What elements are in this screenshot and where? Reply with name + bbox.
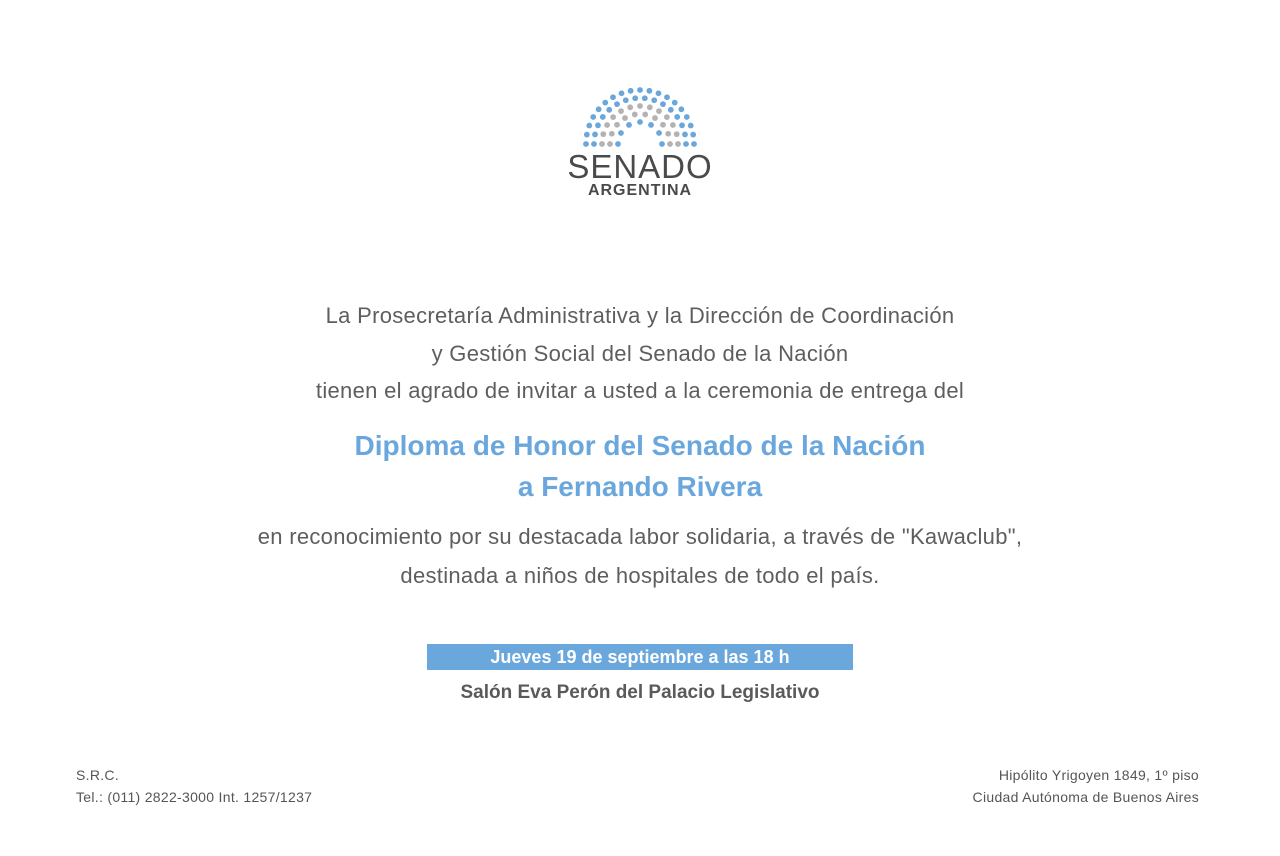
honor-title	[140, 425, 1140, 507]
hemicycle-seat-dot	[664, 114, 670, 120]
footer-contact	[76, 764, 312, 808]
hemicycle-seat-dot	[642, 112, 648, 118]
hemicycle-seat-dot	[688, 123, 694, 129]
hemicycle-seat-dot	[595, 122, 601, 128]
hemicycle-seat-dot	[682, 132, 688, 138]
hemicycle-seat-dot	[602, 100, 608, 106]
hemicycle-seat-dot	[656, 130, 662, 136]
hemicycle-seat-dot	[607, 141, 613, 147]
recognition-text	[140, 517, 1140, 595]
intro-line: y Gestión Social del Senado de la Nación	[431, 340, 849, 366]
honor-line: Diploma de Honor del Senado de la Nación	[354, 430, 926, 461]
footer-phone: Tel.: (011) 2822-3000 Int. 1257/1237	[76, 789, 313, 805]
logo-title: SENADO	[567, 148, 713, 185]
hemicycle-seat-dot	[660, 122, 666, 128]
hemicycle-seat-dot	[659, 141, 665, 147]
hemicycle-seat-dot	[651, 97, 657, 103]
hemicycle-seat-dot	[615, 141, 621, 147]
footer-address	[973, 764, 1199, 808]
hemicycle-seat-dot	[618, 108, 624, 114]
senate-hemicycle-icon	[580, 84, 700, 148]
hemicycle-seat-dot	[632, 112, 638, 118]
logo-subtitle: ARGENTINA	[587, 182, 693, 199]
hemicycle-seat-dot	[609, 131, 615, 137]
hemicycle-seat-dot	[674, 114, 680, 120]
senado-logo	[540, 78, 740, 202]
hemicycle-seat-dot	[596, 106, 602, 112]
hemicycle-seat-dot	[623, 97, 629, 103]
hemicycle-seat-dot	[664, 94, 670, 100]
hemicycle-seat-dot	[670, 122, 676, 128]
hemicycle-seat-dot	[684, 114, 690, 120]
reason-line: destinada a niños de hospitales de todo el país.	[400, 563, 880, 588]
hemicycle-seat-dot	[628, 88, 634, 94]
hemicycle-seat-dot	[632, 95, 638, 101]
hemicycle-seat-dot	[642, 95, 648, 101]
hemicycle-seat-dot	[652, 115, 658, 121]
hemicycle-seat-dot	[627, 104, 633, 110]
hemicycle-seat-dot	[637, 87, 643, 93]
hemicycle-seat-dot	[678, 106, 684, 112]
footer-rsvp: S.R.C.	[76, 767, 120, 783]
hemicycle-seat-dot	[614, 122, 620, 128]
hemicycle-seat-dot	[667, 141, 673, 147]
hemicycle-seat-dot	[600, 114, 606, 120]
hemicycle-seat-dot	[648, 122, 654, 128]
hemicycle-seat-dot	[674, 131, 680, 137]
hemicycle-seat-dot	[610, 94, 616, 100]
hemicycle-seat-dot	[583, 141, 589, 147]
hemicycle-seat-dot	[614, 101, 620, 107]
hemicycle-seat-dot	[618, 130, 624, 136]
intro-line: La Prosecretaría Administrativa y la Dirección de Coordinación	[325, 303, 955, 328]
hemicycle-seat-dot	[656, 90, 662, 96]
hemicycle-seat-dot	[622, 115, 628, 121]
hemicycle-seat-dot	[660, 101, 666, 107]
hemicycle-seat-dot	[591, 141, 597, 147]
honor-line: a Fernando Rivera	[517, 471, 763, 502]
hemicycle-seat-dot	[665, 131, 671, 137]
footer-city: Ciudad Autónoma de Buenos Aires	[972, 789, 1199, 805]
hemicycle-seat-dot	[679, 122, 685, 128]
hemicycle-seat-dot	[606, 107, 612, 113]
hemicycle-seat-dot	[691, 141, 697, 147]
hemicycle-seat-dot	[586, 123, 592, 129]
hemicycle-seat-dot	[647, 104, 653, 110]
event-venue: Salón Eva Perón del Palacio Legislativo	[460, 682, 820, 703]
hemicycle-seat-dot	[584, 132, 590, 138]
hemicycle-seat-dot	[646, 88, 652, 94]
hemicycle-seat-dot	[690, 132, 696, 138]
hemicycle-seat-dot	[626, 122, 632, 128]
event-date: Jueves 19 de septiembre a las 18 h	[427, 644, 853, 670]
hemicycle-seat-dot	[619, 90, 625, 96]
hemicycle-seat-dot	[637, 103, 643, 109]
hemicycle-seat-dot	[604, 122, 610, 128]
footer-street: Hipólito Yrigoyen 1849, 1º piso	[998, 767, 1199, 783]
intro-line: tienen el agrado de invitar a usted a la ceremonia de entrega del	[315, 378, 965, 403]
hemicycle-seat-dot	[656, 108, 662, 114]
hemicycle-seat-dot	[675, 141, 681, 147]
hemicycle-seat-dot	[610, 114, 616, 120]
hemicycle-seat-dot	[592, 132, 598, 138]
invitation-intro	[140, 297, 1140, 410]
hemicycle-seat-dot	[600, 131, 606, 137]
hemicycle-seat-dot	[599, 141, 605, 147]
hemicycle-seat-dot	[590, 114, 596, 120]
hemicycle-seat-dot	[668, 107, 674, 113]
hemicycle-seat-dot	[672, 100, 678, 106]
hemicycle-seat-dot	[683, 141, 689, 147]
hemicycle-seat-dot	[637, 119, 643, 125]
reason-line: en reconocimiento por su destacada labor solidaria, a través de "Kawaclub",	[257, 524, 1023, 549]
